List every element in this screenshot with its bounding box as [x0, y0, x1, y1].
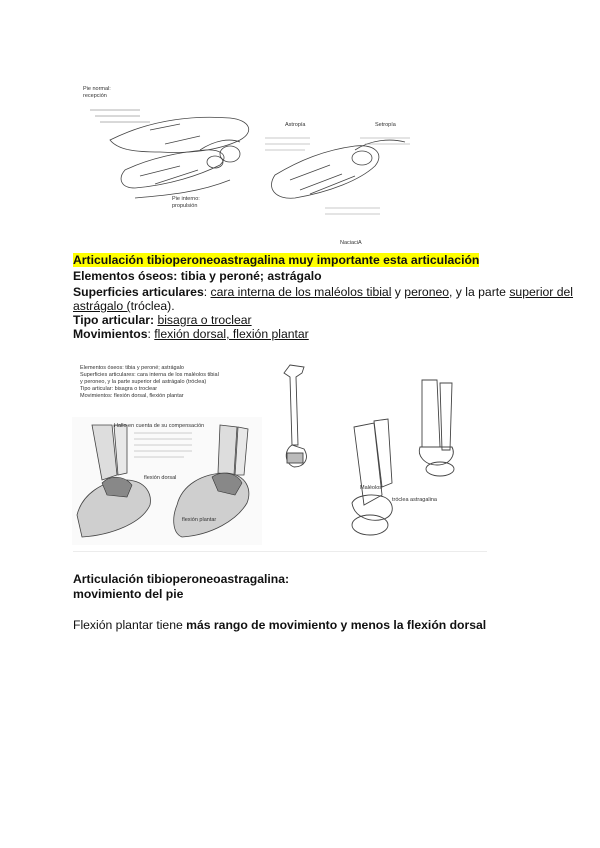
fig-mid-text-4: Tipo articular: bisagra o troclear — [80, 386, 158, 392]
fig-mid-text-5: Movimientos: flexión dorsal, flexión plantar — [80, 393, 184, 399]
left-foot-illustration — [110, 117, 249, 198]
article-heading-highlight — [73, 252, 479, 268]
top-bottom-label-2: propulsión — [172, 203, 198, 209]
wrench-illustration — [284, 365, 306, 467]
right-foot-illustration — [272, 140, 405, 198]
fig-mid-maleolos: Maléolos — [360, 485, 383, 491]
fig-mid-note: Hallo en cuenta de su compensación — [114, 423, 205, 429]
ankle-joint-figure — [72, 355, 482, 550]
tibia-fibula-illustration — [419, 380, 454, 476]
top-bottom-label-1: Pie interno: — [172, 196, 200, 202]
section-title-line-1: Articulación tibioperoneoastragalina: — [73, 572, 290, 586]
superficies-mid: , y la parte — [449, 285, 510, 299]
highlighted-heading: Articulación tibioperoneoastragalina muy importante esta articulación — [73, 253, 480, 267]
section-body-prefix: Flexión plantar tiene — [73, 618, 187, 632]
mov-value: flexión dorsal, flexión plantar — [154, 327, 309, 341]
fig-mid-flexion-dorsal: flexión dorsal — [144, 475, 177, 481]
tipo-value: bisagra o troclear — [157, 313, 252, 327]
superficies-underline-2: peroneo — [404, 285, 450, 299]
tipo-label: Tipo articular: — [73, 313, 155, 327]
top-left-label-1: Pie normal: — [83, 86, 111, 92]
top-right-label-c: NaciaciA — [340, 240, 362, 246]
superficies-label: Superficies articulares — [73, 285, 204, 299]
fig-mid-text-3: y peroneo, y la parte superior del astrágalo (tróclea) — [80, 379, 207, 385]
fig-mid-text-1: Elementos óseos: tibia y peroné; astrágalo — [80, 365, 184, 371]
fig-mid-flexion-plantar: flexión plantar — [182, 517, 217, 523]
fig-mid-troclea: tróclea astragalina — [392, 497, 437, 503]
mov-label: Movimientos — [73, 327, 148, 341]
superficies-line2-underline: astrágalo ( — [73, 299, 131, 313]
section-body-bold: más rango de movimiento y menos la flexión dorsal — [186, 618, 487, 632]
top-right-label-a: Astropía — [285, 122, 306, 128]
section-body — [73, 617, 486, 633]
top-left-leader-lines — [90, 110, 150, 122]
ankle-flexion-illustrations — [72, 417, 262, 545]
divider-line — [73, 551, 487, 552]
mov-colon: : — [147, 327, 155, 341]
fig-mid-text-2: Superficies articulares: cara interna de los maléolos tibial — [80, 372, 219, 378]
foot-skeleton-figure-top — [80, 80, 420, 250]
section-title-line-2: movimiento del pie — [73, 587, 184, 601]
superficies-y: y — [391, 285, 405, 299]
line-movimientos — [73, 326, 309, 342]
top-left-label-2: recepción — [83, 93, 107, 99]
superficies-colon: : — [203, 285, 211, 299]
line-elementos-oseos: Elementos óseos: tibia y peroné; astrágalo — [73, 269, 322, 283]
superficies-underline-3: superior del — [509, 285, 574, 299]
leg-bones-illustration — [352, 419, 392, 535]
superficies-underline-1: cara interna de los maléolos tibial — [210, 285, 392, 299]
top-right-label-b: Setropía — [375, 122, 396, 128]
superficies-line2-rest: tróclea). — [130, 299, 175, 313]
